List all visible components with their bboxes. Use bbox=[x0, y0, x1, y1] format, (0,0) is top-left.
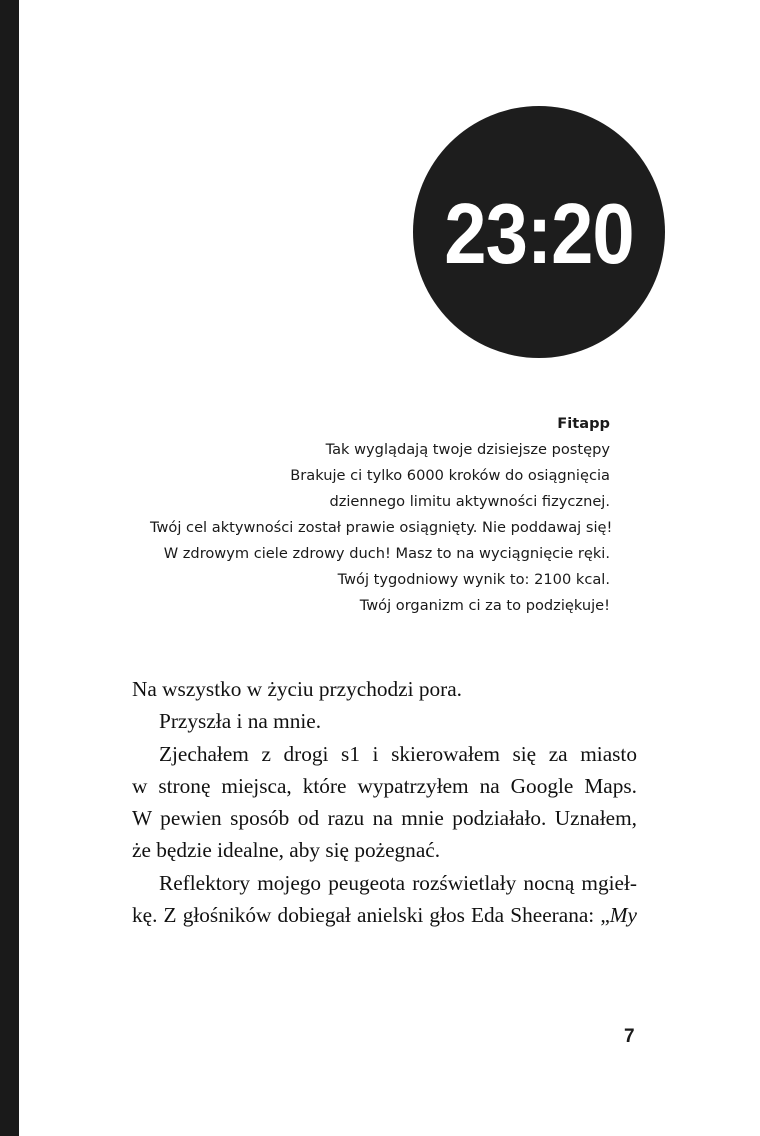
paragraph-line-with-italic bbox=[132, 899, 637, 931]
paragraph-line: Zjechałem z drogi s1 i skierowałem się za miasto bbox=[159, 741, 637, 766]
page-number: 7 bbox=[624, 1026, 635, 1047]
paragraph-line: Reflektory mojego peugeota rozświetlały nocną mgieł- bbox=[159, 870, 637, 895]
paragraph-line: Na wszystko w życiu przychodzi pora. bbox=[132, 677, 462, 701]
paragraph-line: że będzie idealne, aby się pożegnać. bbox=[132, 838, 441, 863]
clock-time: 23:20 bbox=[444, 186, 634, 282]
paragraph-line: W pewien sposób od razu na mnie podziałało. Uznałem, bbox=[132, 806, 637, 831]
italic-song-title: My bbox=[609, 903, 637, 928]
notification-line: Twój organizm ci za to podziękuje! bbox=[359, 597, 610, 614]
notification-line: Tak wyglądają twoje dzisiejsze postępy bbox=[325, 441, 610, 458]
book-spine-edge bbox=[0, 0, 19, 1136]
body-text bbox=[132, 673, 637, 931]
paragraph-line: w stronę miejsca, które wypatrzyłem na Google Maps. bbox=[132, 773, 637, 798]
fitapp-notification bbox=[150, 411, 613, 619]
notification-app-name: Fitapp bbox=[557, 415, 610, 432]
paragraph-line-text: kę. Z głośników dobiegał anielski głos Eda Sheerana: „ bbox=[132, 903, 610, 928]
paragraph-line: Przyszła i na mnie. bbox=[159, 709, 322, 734]
notification-line: Brakuje ci tylko 6000 kroków do osiągnięcia bbox=[290, 467, 610, 484]
notification-line: Twój tygodniowy wynik to: 2100 kcal. bbox=[337, 571, 610, 588]
clock-badge bbox=[413, 106, 665, 358]
notification-line: W zdrowym ciele zdrowy duch! Masz to na wyciągnięcie ręki. bbox=[163, 545, 610, 562]
notification-line: Twój cel aktywności został prawie osiągnięty. Nie poddawaj się! bbox=[150, 519, 613, 536]
notification-line: dziennego limitu aktywności fizycznej. bbox=[329, 493, 610, 510]
